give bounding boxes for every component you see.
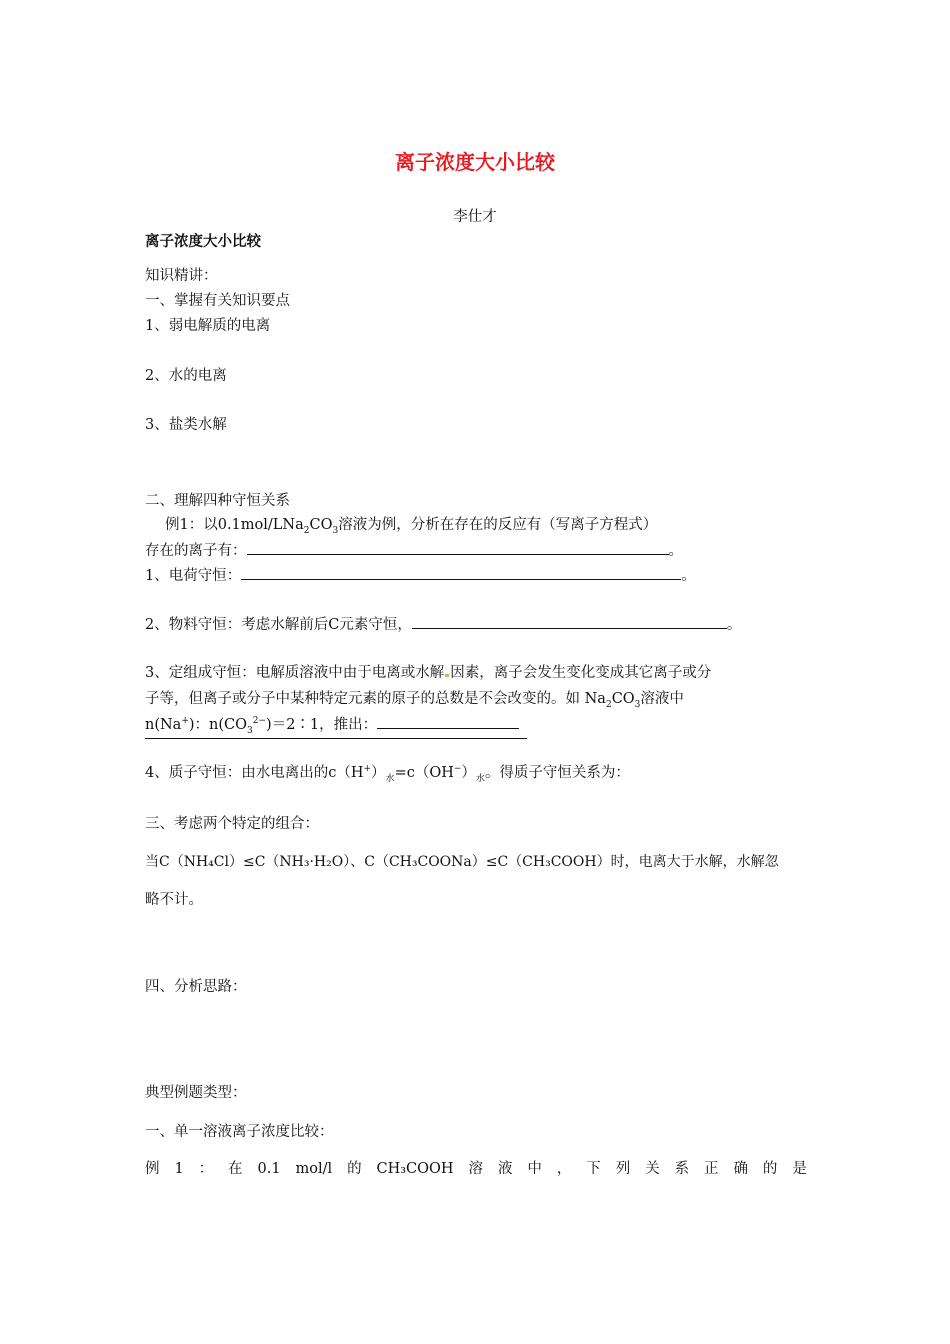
composition-line2: 子等，但离子或分子中某种特定元素的原子的总数是不会改变的。如 $Na_2CO_3$溶液中 — [145, 691, 684, 710]
derive-blank[interactable] — [377, 714, 519, 729]
typical-heading: 典型例题类型： — [145, 1085, 247, 1101]
author: 李仕才 — [453, 209, 497, 225]
composition-line1: 3、定组成守恒：电解质溶液中由于电离或水解 因素，离子会发生变化变成其它离子或分 — [145, 665, 712, 681]
section1-heading: 一、掌握有关知识要点 — [145, 293, 290, 309]
highlight-mark — [445, 674, 449, 677]
example-question-line: 例 1 ： 在 0.1 mol/l 的 CH₃COOH 溶 液 中 ， 下 列 关 系 正 确 的 是 — [145, 1161, 807, 1177]
section1-item1: 1、弱电解质的电离 — [145, 318, 271, 334]
page-title: 离子浓度大小比较 — [395, 150, 555, 174]
composition-underline — [145, 738, 527, 739]
section3-line1: 当C（NH₄Cl）≤C（NH₃·H₂O）、C（CH₃COONa）≤C（CH₃COOH）时，电离大于水解，水解忽 — [145, 854, 779, 870]
section1-item3: 3、盐类水解 — [145, 417, 227, 433]
section2-heading: 二、理解四种守恒关系 — [145, 493, 290, 509]
composition-line3: n(Na+)：$n(CO_3^{2-})=2∶1$，推出： — [145, 714, 519, 735]
proton-line: 4、质子守恒：由水电离出的$c(H^+)_水=c(OH^-)_水$。得质子守恒关系为： — [145, 764, 630, 784]
ions-blank[interactable] — [247, 540, 669, 555]
ions-line: 存在的离子有： 。 — [145, 540, 683, 561]
charge-blank[interactable] — [241, 565, 681, 580]
section3-heading: 三、考虑两个特定的组合： — [145, 816, 319, 832]
material-blank[interactable] — [412, 614, 727, 629]
knowledge-heading: 知识精讲： — [145, 268, 218, 284]
section3-line2: 略不计。 — [145, 892, 203, 908]
material-line: 2、物料守恒：考虑水解前后C元素守恒， 。 — [145, 614, 741, 635]
section4-heading: 四、分析思路： — [145, 979, 247, 995]
example1-line: 例1：以$0.1mol/LNa_2CO_3$溶液为例，分析在存在的反应有（写离子方程式） — [165, 517, 658, 536]
typical-sub1: 一、单一溶液离子浓度比较： — [145, 1124, 334, 1140]
section-title: 离子浓度大小比较 — [145, 234, 261, 250]
charge-line: 1、电荷守恒： 。 — [145, 565, 696, 586]
section1-item2: 2、水的电离 — [145, 368, 227, 384]
